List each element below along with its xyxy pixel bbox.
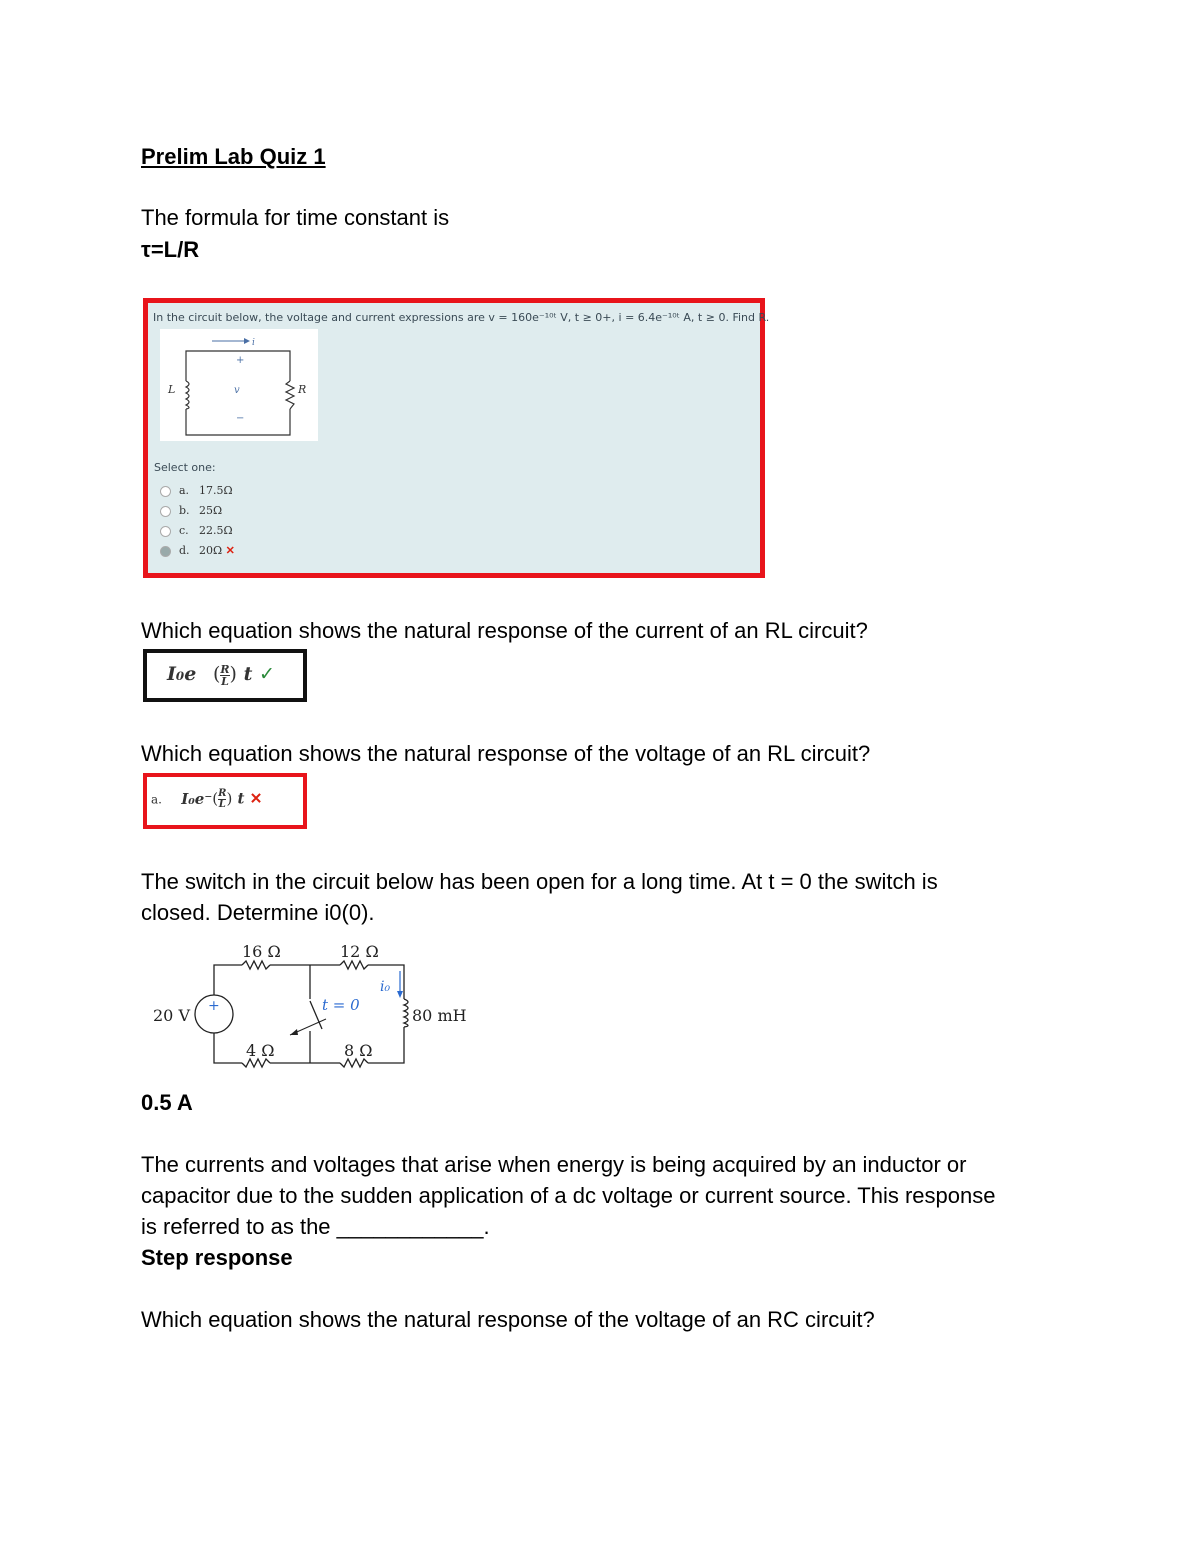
resistor-16 xyxy=(242,961,270,969)
current-label: i xyxy=(252,338,255,348)
wrong-mark-icon: ✕ xyxy=(249,789,263,808)
resistor-4 xyxy=(242,1059,270,1067)
inductor-label: L xyxy=(168,383,176,396)
inductor-80mh xyxy=(404,999,408,1027)
switch-circuit-diagram xyxy=(150,935,480,1075)
radio-a[interactable] xyxy=(160,486,171,497)
resistor-zigzag xyxy=(286,381,294,409)
resistor-label: R xyxy=(298,383,307,396)
step-question-line1: The currents and voltages that arise when energy is being acquired by an inductor or xyxy=(141,1152,967,1177)
wire-top-left xyxy=(214,965,242,995)
select-one-label: Select one: xyxy=(154,461,216,474)
source-plus-label: + xyxy=(208,998,220,1014)
r4-label: 8 Ω xyxy=(344,1041,373,1060)
find-r-prompt: In the circuit below, the voltage and current expressions are v = 160e⁻¹⁰ᵗ V, t ≥ 0+, i = 6.4e⁻¹⁰ᵗ A, t ≥ 0. Find R. xyxy=(153,311,770,324)
current-arrow-head xyxy=(244,338,250,344)
resistor-8 xyxy=(340,1059,368,1067)
voltage-label: v xyxy=(234,385,240,396)
find-r-question-screenshot xyxy=(143,298,770,578)
source-label: 20 V xyxy=(153,1006,190,1025)
option-b[interactable]: b. 25Ω xyxy=(160,504,222,517)
minus-label: − xyxy=(236,413,245,424)
correct-check-icon: ✓ xyxy=(258,663,275,685)
switch-answer: 0.5 A xyxy=(141,1090,193,1115)
rl-voltage-equation: a. I₀e⁻( $\frac{R}{L}$ ) t ✕ xyxy=(151,788,263,810)
switch-label: t = 0 xyxy=(322,996,360,1014)
r1-label: 16 Ω xyxy=(242,942,281,961)
rl-voltage-answer-box xyxy=(143,773,307,829)
current-label: i₀ xyxy=(380,979,391,995)
rl-voltage-question: Which equation shows the natural response of the voltage of an RL circuit? xyxy=(141,741,871,766)
option-a[interactable]: a. 17.5Ω xyxy=(160,484,233,497)
wire-bottom-left xyxy=(214,1033,242,1063)
radio-c[interactable] xyxy=(160,526,171,537)
plus-label: + xyxy=(236,355,245,366)
radio-d-selected[interactable] xyxy=(160,546,171,557)
rl-current-question: Which equation shows the natural response of the current of an RL circuit? xyxy=(141,618,868,643)
time-constant-question: The formula for time constant is xyxy=(141,205,450,230)
switch-question-line2: closed. Determine i0(0). xyxy=(141,900,375,925)
rl-circuit-diagram xyxy=(160,329,318,441)
resistor-12 xyxy=(340,961,368,969)
inductor-coil xyxy=(186,381,189,409)
step-answer: Step response xyxy=(141,1245,293,1270)
time-constant-answer: τ=L/R xyxy=(141,237,200,262)
option-c[interactable]: c. 22.5Ω xyxy=(160,524,233,537)
step-question-line3: is referred to as the ____________. xyxy=(141,1214,490,1239)
rc-voltage-question: Which equation shows the natural response of the voltage of an RC circuit? xyxy=(141,1307,875,1332)
step-question-line2: capacitor due to the sudden application of a dc voltage or current source. This response xyxy=(141,1183,996,1208)
switch-question-line1: The switch in the circuit below has been open for a long time. At t = 0 the switch is xyxy=(141,869,938,894)
wrong-mark-icon: ✕ xyxy=(225,544,235,557)
r3-label: 4 Ω xyxy=(246,1041,275,1060)
rl-current-equation: I₀e ( $\frac{R}{L}$ ) t ✓ xyxy=(167,662,275,688)
page-title: Prelim Lab Quiz 1 xyxy=(141,144,326,169)
rl-circuit-svg xyxy=(160,329,318,441)
inductor-label: 80 mH xyxy=(412,1006,467,1025)
wire-bottom-right xyxy=(368,1027,404,1063)
option-d[interactable]: d. 20Ω ✕ xyxy=(160,544,235,557)
switch-arrow-head xyxy=(290,1029,298,1035)
r2-label: 12 Ω xyxy=(340,942,379,961)
radio-b[interactable] xyxy=(160,506,171,517)
rl-current-answer-box xyxy=(143,649,307,702)
current-arrow-head xyxy=(397,991,403,998)
